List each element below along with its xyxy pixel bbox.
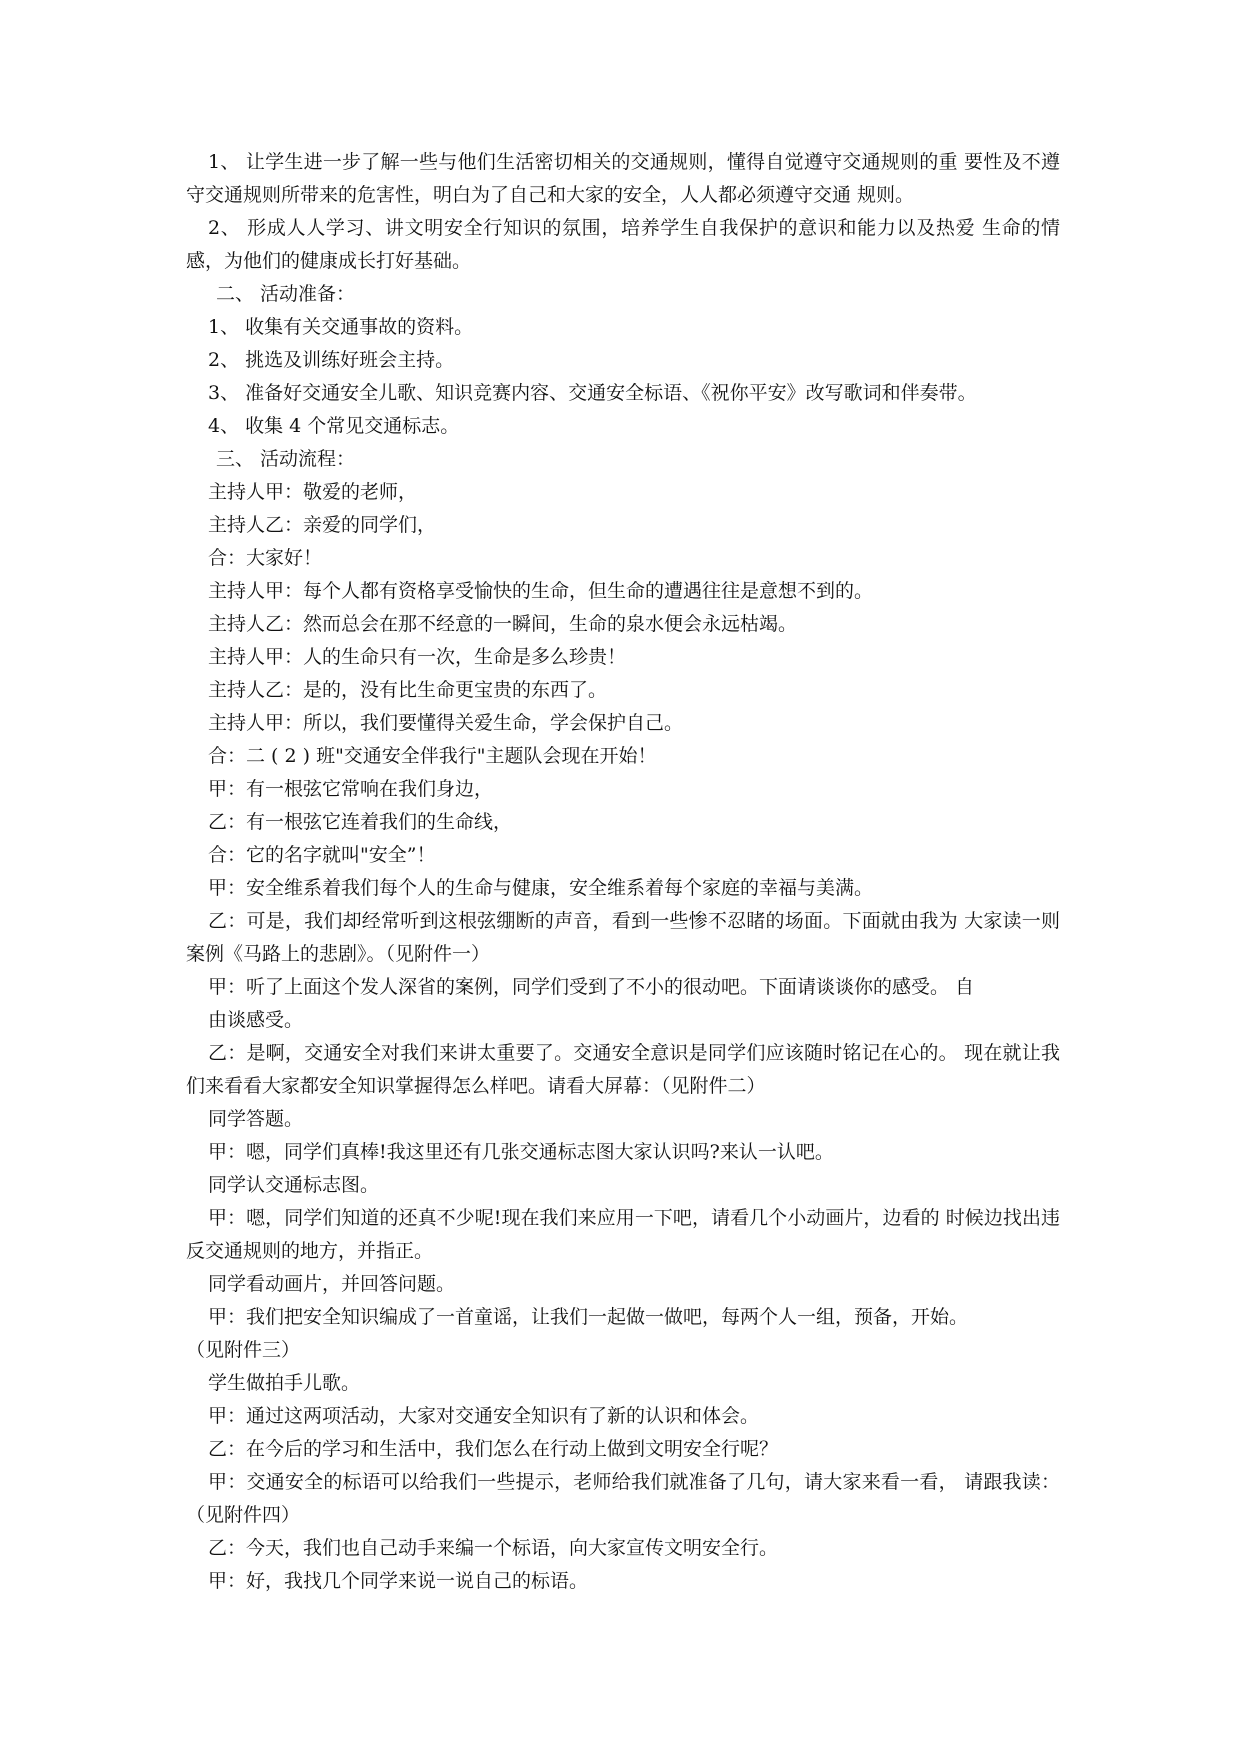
dialogue-line: 甲：我们把安全知识编成了一首童谣，让我们一起做一做吧，每两个人一组，预备，开始。 <box>208 1306 969 1328</box>
dialogue-line: 合：大家好！ <box>208 547 323 569</box>
dialogue-line: 主持人乙：是的，没有比生命更宝贵的东西了。 <box>208 679 608 701</box>
preparation-item-2: 2、 挑选及训练好班会主持。 <box>208 349 455 371</box>
preparation-item-4: 4、 收集 4 个常见交通标志。 <box>208 415 460 437</box>
stage-direction: 同学看动画片，并回答问题。 <box>208 1273 456 1295</box>
dialogue-line: 乙：今天，我们也自己动手来编一个标语，向大家宣传文明安全行。 <box>208 1537 779 1559</box>
dialogue-line: 主持人乙：然而总会在那不经意的一瞬间，生命的泉水便会永远枯竭。 <box>208 613 798 635</box>
stage-direction: 同学答题。 <box>208 1108 304 1130</box>
dialogue-line: 甲：听了上面这个发人深省的案例，同学们受到了不小的很动吧。下面请谈谈你的感受。 自 <box>208 976 975 998</box>
preparation-item-3: 3、 准备好交通安全儿歌、知识竞赛内容、交通安全标语、《祝你平安》改写歌词和伴奏带。 <box>208 382 977 404</box>
dialogue-line: 主持人乙：亲爱的同学们， <box>208 514 437 536</box>
section-heading-preparation: 二、 活动准备： <box>216 283 356 305</box>
attachment-note: （见附件三） <box>186 1339 301 1361</box>
dialogue-line: 主持人甲：人的生命只有一次，生命是多么珍贵！ <box>208 646 627 668</box>
dialogue-line: 由谈感受。 <box>208 1009 304 1031</box>
dialogue-line: 乙：可是，我们却经常听到这根弦绷断的声音，看到一些惨不忍睹的场面。下面就由我为 大家读一则案例《马路上的悲剧》。（见附件一） <box>186 910 1060 965</box>
dialogue-line: 乙：有一根弦它连着我们的生命线， <box>208 811 513 833</box>
dialogue-line: 甲：嗯，同学们真棒!我这里还有几张交通标志图大家认识吗?来认一认吧。 <box>208 1141 834 1163</box>
dialogue-line: 主持人甲：每个人都有资格享受愉快的生命，但生命的遭遇往往是意想不到的。 <box>208 580 874 602</box>
section-heading-process: 三、 活动流程： <box>216 448 356 470</box>
dialogue-line: 合：二 ( 2 ) 班"交通安全伴我行"主题队会现在开始！ <box>208 745 657 767</box>
stage-direction: 同学认交通标志图。 <box>208 1174 380 1196</box>
dialogue-line: 甲：交通安全的标语可以给我们一些提示，老师给我们就准备了几句，请大家来看一看， 请跟我读：（见附件四） <box>186 1471 1060 1526</box>
dialogue-line: 甲：嗯，同学们知道的还真不少呢!现在我们来应用一下吧，请看几个小动画片，边看的 时候边找出违反交通规则的地方，并指正。 <box>186 1207 1060 1262</box>
dialogue-line: 主持人甲：敬爱的老师， <box>208 481 418 503</box>
objective-2: 2、 形成人人学习、讲文明安全行知识的氛围，培养学生自我保护的意识和能力以及热爱 生命的情感，为他们的健康成长打好基础。 <box>186 217 1060 272</box>
dialogue-line: 甲：安全维系着我们每个人的生命与健康，安全维系着每个家庭的幸福与美满。 <box>208 877 874 899</box>
dialogue-line: 甲：通过这两项活动，大家对交通安全知识有了新的认识和体会。 <box>208 1405 760 1427</box>
dialogue-line: 甲：好，我找几个同学来说一说自己的标语。 <box>208 1570 589 1592</box>
preparation-item-1: 1、 收集有关交通事故的资料。 <box>208 316 474 338</box>
dialogue-line: 甲：有一根弦它常响在我们身边， <box>208 778 494 800</box>
document-body <box>186 146 1060 1598</box>
dialogue-line: 乙：是啊，交通安全对我们来讲太重要了。交通安全意识是同学们应该随时铭记在心的。 现在就让我们来看看大家都安全知识掌握得怎么样吧。请看大屏幕：（见附件二） <box>186 1042 1060 1097</box>
objective-1: 1、 让学生进一步了解一些与他们生活密切相关的交通规则，懂得自觉遵守交通规则的重 要性及不遵守交通规则所带来的危害性，明白为了自己和大家的安全，人人都必须遵守交通 规则。 <box>186 151 1060 206</box>
dialogue-line: 合：它的名字就叫"安全”！ <box>208 844 436 866</box>
stage-direction: 学生做拍手儿歌。 <box>208 1372 361 1394</box>
dialogue-line: 主持人甲：所以，我们要懂得关爱生命，学会保护自己。 <box>208 712 684 734</box>
dialogue-line: 乙：在今后的学习和生活中，我们怎么在行动上做到文明安全行呢？ <box>208 1438 779 1460</box>
